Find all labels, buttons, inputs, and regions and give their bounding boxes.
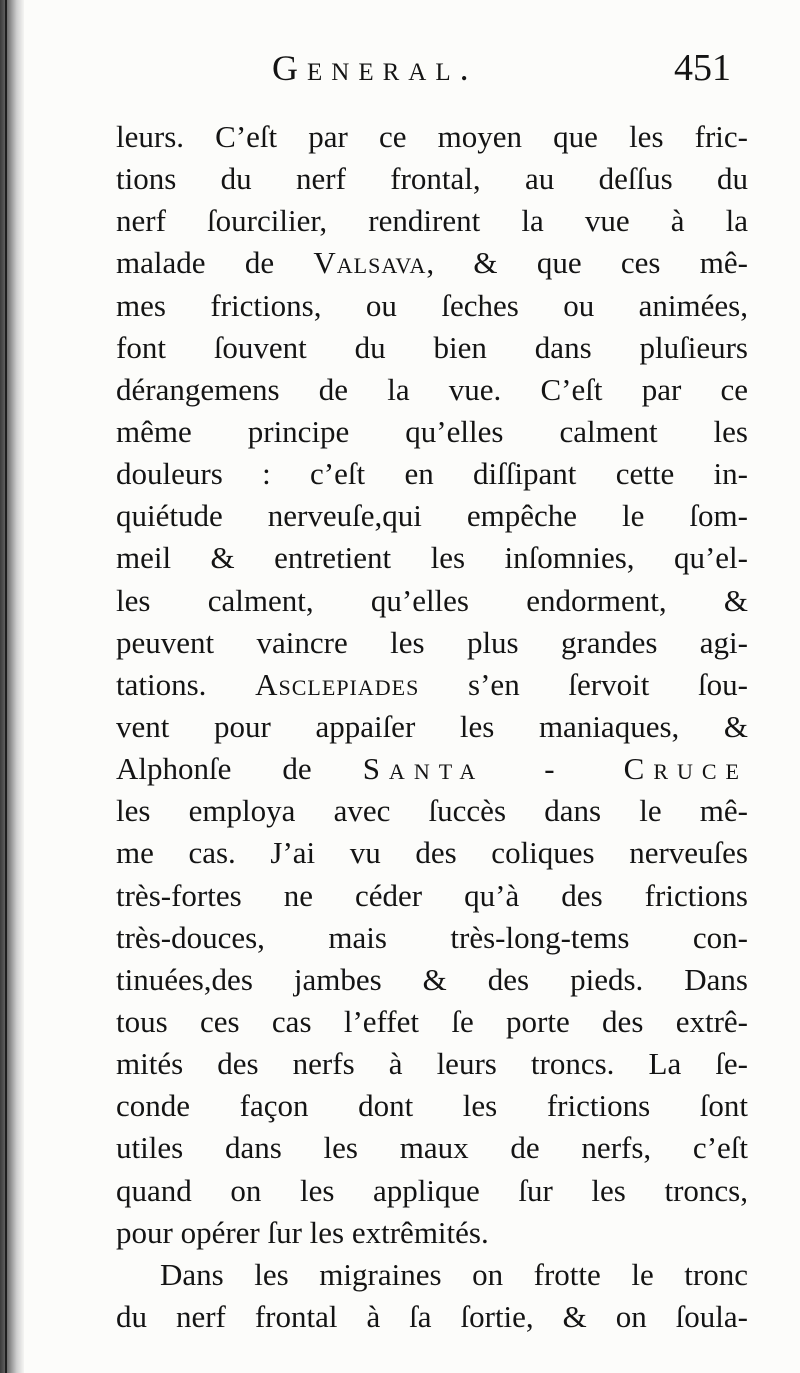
text-segment: quand on les applique ſur les troncs, — [116, 1172, 748, 1208]
text-segment: tinuées,des jambes & des pieds. Dans — [116, 961, 748, 997]
text-line — [116, 242, 748, 284]
text-segment: tous ces cas l’effet ſe porte des extrê- — [116, 1003, 748, 1039]
text-line — [116, 790, 748, 832]
text-line — [116, 748, 748, 790]
running-head — [0, 40, 800, 100]
text-segment: pour opérer ſur les extrêmités. — [116, 1214, 489, 1250]
text-line — [116, 1212, 748, 1254]
text-line — [116, 917, 748, 959]
text-line — [116, 537, 748, 579]
text-segment: les employa avec ſuccès dans le mê- — [116, 793, 748, 829]
proper-name-small-caps: Asclepiades — [255, 666, 420, 702]
text-segment: meil & entretient les inſomnies, qu’el- — [116, 540, 748, 576]
text-segment: conde façon dont les frictions ſont — [116, 1088, 748, 1124]
page-number: 451 — [674, 47, 731, 89]
text-segment: , & que ces mê- — [426, 245, 748, 281]
text-line — [116, 875, 748, 917]
text-segment: même principe qu’elles calment les — [116, 413, 748, 449]
text-line — [116, 1085, 748, 1127]
text-segment: font ſouvent du bien dans pluſieurs — [116, 329, 748, 365]
text-segment: vent pour appaiſer les maniaques, & — [116, 708, 748, 744]
text-line — [116, 832, 748, 874]
text-line — [116, 1001, 748, 1043]
text-segment: malade de — [116, 245, 314, 281]
running-head-title: General. — [272, 48, 478, 88]
text-line — [116, 1296, 748, 1338]
text-line — [116, 158, 748, 200]
text-line — [116, 411, 748, 453]
text-segment: dérangemens de la vue. C’eſt par ce — [116, 371, 748, 407]
text-line — [116, 664, 748, 706]
text-segment: très-douces, mais très-long-tems con- — [116, 919, 748, 955]
text-line — [116, 1127, 748, 1169]
text-line — [116, 285, 748, 327]
text-segment: douleurs : c’eſt en diſſipant cette in- — [116, 456, 748, 492]
proper-name-small-caps: Valsava — [313, 245, 427, 281]
text-segment: du nerf frontal à ſa ſortie, & on ſoula- — [116, 1298, 748, 1334]
text-segment: s’en ſervoit ſou- — [419, 666, 748, 702]
text-line — [116, 327, 748, 369]
text-line — [116, 116, 748, 158]
text-segment: quiétude nerveuſe,qui empêche le ſom- — [116, 498, 748, 534]
text-line — [116, 1170, 748, 1212]
text-segment: leurs. C’eſt par ce moyen que les fric- — [116, 119, 748, 154]
text-segment: tions du nerf frontal, au deſſus du — [116, 161, 748, 197]
text-segment: mes frictions, ou ſeches ou animées, — [116, 287, 748, 323]
text-line — [116, 1043, 748, 1085]
text-segment: Alphonſe de — [116, 751, 363, 787]
proper-name-small-caps: Santa - Cruce — [362, 751, 748, 787]
text-segment: les calment, qu’elles endorment, & — [116, 582, 748, 618]
text-line — [116, 622, 748, 664]
page-binding-edge — [0, 0, 24, 1373]
body-text — [116, 116, 748, 1338]
text-line — [116, 580, 748, 622]
text-segment: tations. — [116, 666, 256, 702]
text-line — [116, 959, 748, 1001]
text-line — [116, 1254, 748, 1296]
text-segment: nerf ſourcilier, rendirent la vue à la — [116, 203, 748, 239]
text-line — [116, 453, 748, 495]
text-line — [116, 706, 748, 748]
text-segment: mités des nerfs à leurs troncs. La ſe- — [116, 1046, 748, 1082]
binding-shadow-line — [5, 0, 7, 1373]
text-segment: utiles dans les maux de nerfs, c’eſt — [116, 1130, 748, 1166]
text-line — [116, 200, 748, 242]
text-line — [116, 495, 748, 537]
text-line — [116, 369, 748, 411]
text-segment: peuvent vaincre les plus grandes agi- — [116, 624, 748, 660]
text-segment: me cas. J’ai vu des coliques nerveuſes — [116, 835, 748, 871]
text-segment: très-fortes ne céder qu’à des frictions — [116, 877, 748, 913]
text-segment: Dans les migraines on frotte le tronc — [160, 1256, 748, 1292]
